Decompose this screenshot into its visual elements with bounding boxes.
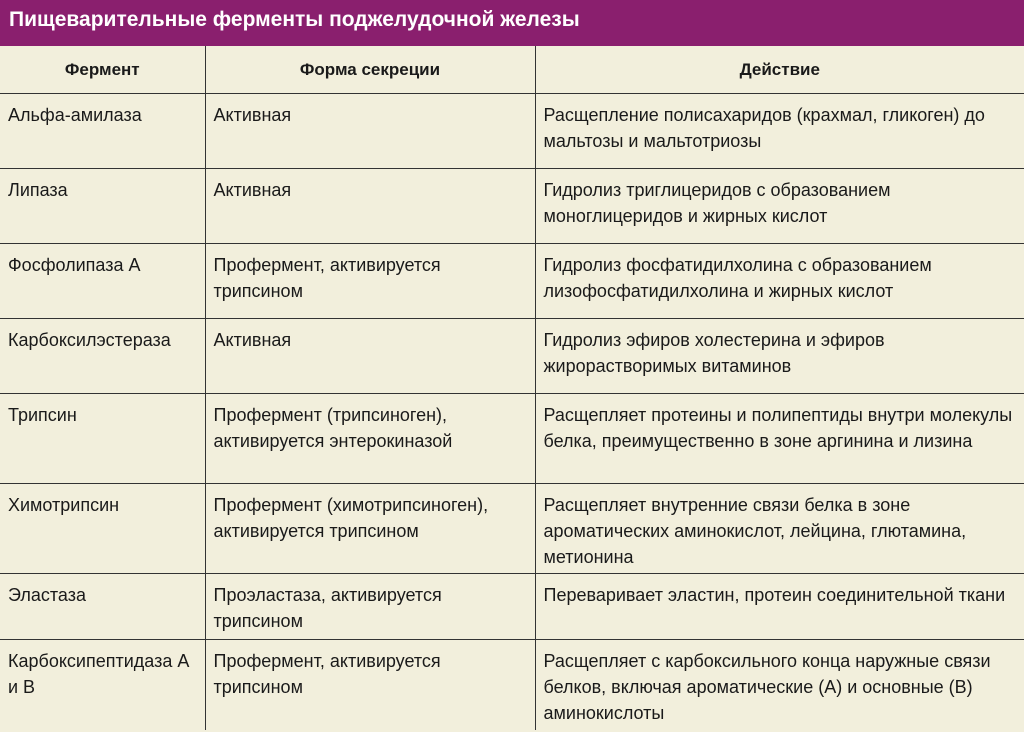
table-row: [0, 94, 1024, 169]
enzyme-cell: Трипсин: [0, 394, 205, 484]
table-row: [0, 640, 1024, 730]
action-cell: Расщепляет с карбоксильного конца наружные связи белков, включая ароматические (А) и основные (В) аминокислоты: [535, 640, 1024, 730]
action-cell: Гидролиз фосфатидилхолина с образованием лизофосфатидилхолина и жирных кислот: [535, 244, 1024, 319]
header-secretion-form: Форма секреции: [205, 46, 535, 94]
secretion-form-cell: Профермент, активируется трипсином: [205, 244, 535, 319]
header-enzyme: Фермент: [0, 46, 205, 94]
table-row: [0, 169, 1024, 244]
secretion-form-cell: Активная: [205, 319, 535, 394]
action-cell: Расщепление полисахаридов (крахмал, гликоген) до мальтозы и мальтотриозы: [535, 94, 1024, 169]
enzyme-cell: Альфа-амилаза: [0, 94, 205, 169]
table-row: [0, 244, 1024, 319]
enzyme-cell: Липаза: [0, 169, 205, 244]
enzyme-cell: Карбоксилэстераза: [0, 319, 205, 394]
enzyme-cell: Химотрипсин: [0, 484, 205, 574]
secretion-form-cell: Активная: [205, 169, 535, 244]
secretion-form-cell: Профермент, активируется трипсином: [205, 640, 535, 730]
enzyme-table: [0, 46, 1024, 730]
header-row: [0, 46, 1024, 94]
enzyme-cell: Карбоксипептидаза А и В: [8, 651, 190, 697]
secretion-form-cell: Активная: [205, 94, 535, 169]
table-row: [0, 394, 1024, 484]
table-title: Пищеварительные ферменты поджелудочной железы: [0, 0, 1024, 46]
table-row: [0, 574, 1024, 640]
header-action: Действие: [535, 46, 1024, 94]
enzyme-cell: Эластаза: [0, 574, 205, 640]
action-cell: Переваривает эластин, протеин соединительной ткани: [535, 574, 1024, 640]
secretion-form-cell: Проэластаза, активируется трипсином: [205, 574, 535, 640]
table-row: [0, 484, 1024, 574]
table-row: [0, 319, 1024, 394]
action-cell: Расщепляет внутренние связи белка в зоне ароматических аминокислот, лейцина, глютамина, метионина: [535, 484, 1024, 574]
action-cell: Гидролиз триглицеридов с образованием моноглицеридов и жирных кислот: [535, 169, 1024, 244]
secretion-form-cell: Профермент (химотрипсиноген), активируется трипсином: [205, 484, 535, 574]
secretion-form-cell: Профермент (трипсиноген), активируется энтерокиназой: [205, 394, 535, 484]
action-cell: Гидролиз эфиров холестерина и эфиров жирорастворимых витаминов: [535, 319, 1024, 394]
enzyme-cell: Фосфолипаза А: [0, 244, 205, 319]
action-cell: Расщепляет протеины и полипептиды внутри молекулы белка, преимущественно в зоне аргинина и лизина: [535, 394, 1024, 484]
